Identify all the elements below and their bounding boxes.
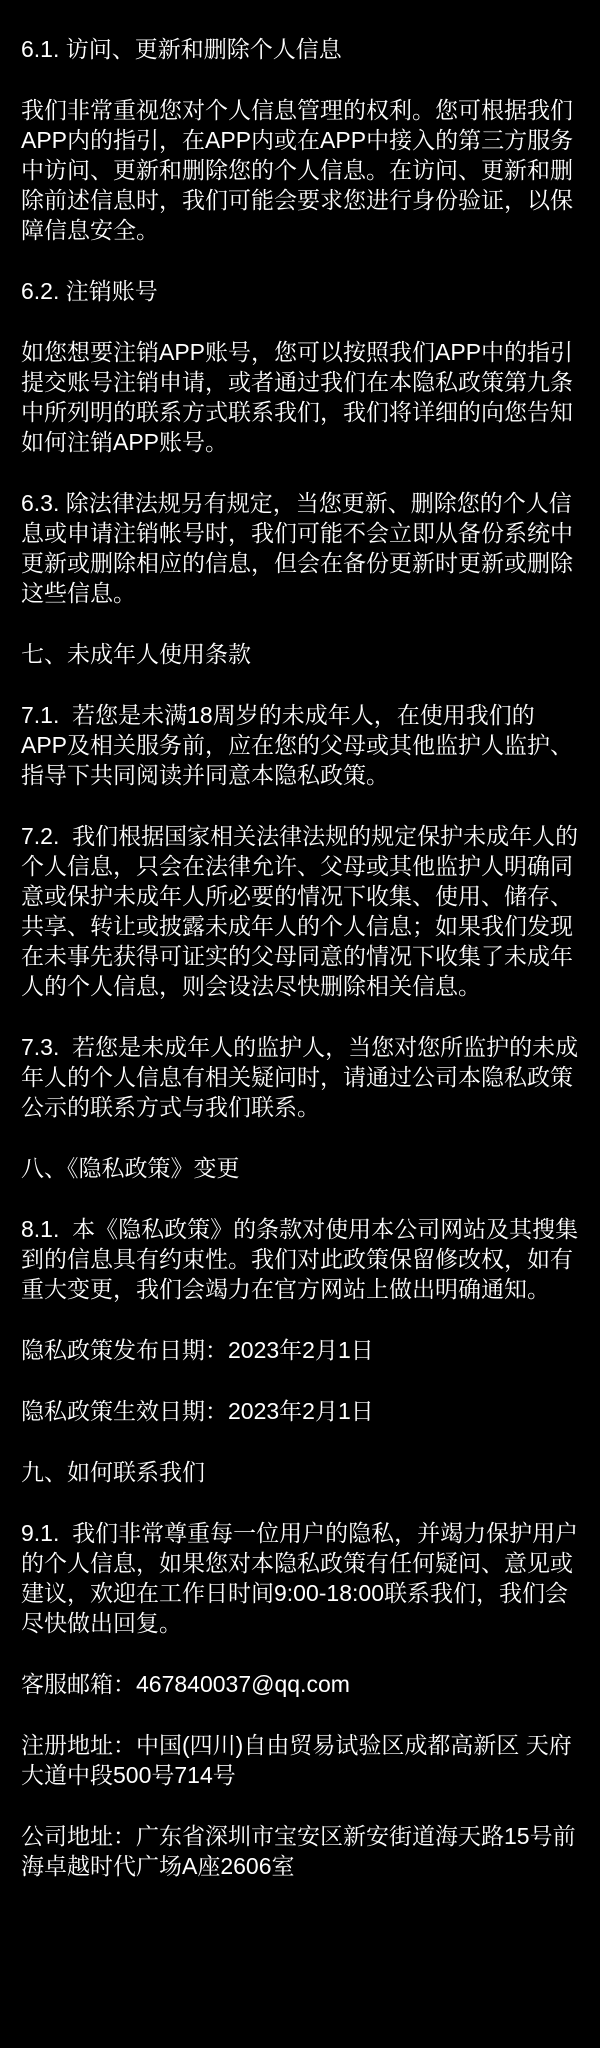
section-9-title: 九、如何联系我们 xyxy=(21,1459,205,1485)
section-6-2-title: 6.2. 注销账号 xyxy=(21,278,158,304)
section-7-title: 七、未成年人使用条款 xyxy=(21,641,251,667)
clause-7-1: 7.1. 若您是未满18周岁的未成年人，在使用我们的APP及相关服务前，应在您的父母或其他监护人监护、指导下共同阅读并同意本隐私政策。 xyxy=(21,702,574,788)
section-6-1-body: 我们非常重视您对个人信息管理的权利。您可根据我们APP内的指引，在APP内或在APP中接入的第三方服务中访问、更新和删除您的个人信息。在访问、更新和删除前述信息时，我们可能会要求您进行身份验证，以保障信息安全。 xyxy=(21,97,574,243)
clause-7-2: 7.2. 我们根据国家相关法律法规的规定保护未成年人的个人信息，只会在法律允许、父母或其他监护人明确同意或保护未成年人所必要的情况下收集、使用、储存、共享、转让或披露未成年人的个人信息；如果我们发现在未事先获得可证实的父母同意的情况下收集了未成年人的个人信息，则会设法尽快删除相关信息。 xyxy=(21,823,579,999)
clause-8-1: 8.1. 本《隐私政策》的条款对使用本公司网站及其搜集到的信息具有约束性。我们对此政策保留修改权，如有重大变更，我们会竭力在官方网站上做出明确通知。 xyxy=(21,1216,579,1302)
section-6-1-title: 6.1. 访问、更新和删除个人信息 xyxy=(21,36,342,62)
section-8-title: 八、《隐私政策》变更 xyxy=(21,1155,240,1181)
company-address: 公司地址：广东省深圳市宝安区新安街道海天路15号前海卓越时代广场A座2606室 xyxy=(21,1823,576,1879)
section-6-2-body: 如您想要注销APP账号，您可以按照我们APP中的指引提交账号注销申请，或者通过我们在本隐私政策第九条中所列明的联系方式联系我们，我们将详细的向您告知如何注销APP账号。 xyxy=(21,339,574,455)
clause-7-3: 7.3. 若您是未成年人的监护人，当您对您所监护的未成年人的个人信息有相关疑问时，请通过公司本隐私政策公示的联系方式与我们联系。 xyxy=(21,1034,579,1120)
policy-publish-date: 隐私政策发布日期：2023年2月1日 xyxy=(21,1337,374,1363)
clause-9-1: 9.1. 我们非常尊重每一位用户的隐私，并竭力保护用户的个人信息，如果您对本隐私政策有任何疑问、意见或建议，欢迎在工作日时间9:00-18:00联系我们，我们会尽快做出回复。 xyxy=(21,1520,579,1636)
clause-6-3: 6.3. 除法律法规另有规定，当您更新、删除您的个人信息或申请注销帐号时，我们可能不会立即从备份系统中更新或删除相应的信息，但会在备份更新时更新或删除这些信息。 xyxy=(21,490,573,606)
policy-effective-date: 隐私政策生效日期：2023年2月1日 xyxy=(21,1398,374,1424)
registered-address: 注册地址：中国(四川)自由贸易试验区成都高新区 天府大道中段500号714号 xyxy=(21,1732,572,1788)
support-email: 客服邮箱：467840037@qq.com xyxy=(21,1671,350,1697)
